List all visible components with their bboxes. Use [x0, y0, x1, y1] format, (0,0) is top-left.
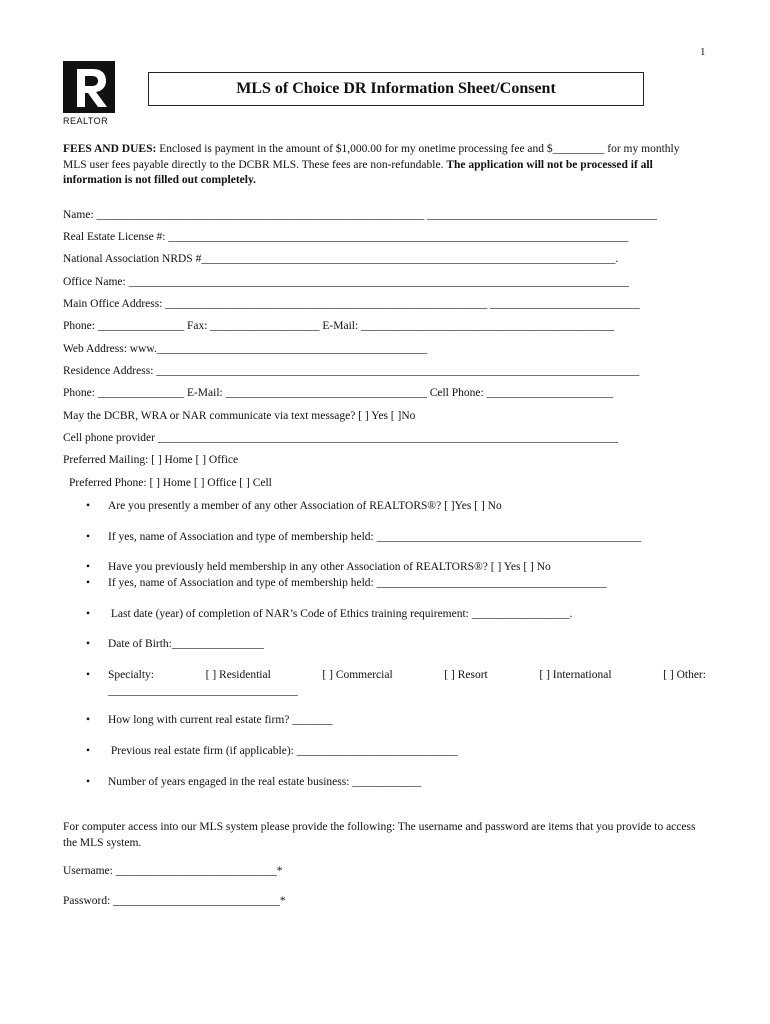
bullet-icon: • — [86, 608, 91, 620]
bullet-current-firm-duration[interactable]: • How long with current real estate firm? _______ — [86, 714, 333, 726]
bullet-ethics-training[interactable]: • Last date (year) of completion of NAR’s Code of Ethics training requirement: _________________. — [86, 608, 573, 620]
bullet-icon: • — [86, 561, 91, 573]
specialty-residential-checkbox[interactable]: [ ] Residential — [205, 669, 271, 681]
bullet-icon: • — [86, 776, 91, 788]
bullet-current-member[interactable]: • Are you presently a member of any other Association of REALTORS®? [ ]Yes [ ] No — [86, 500, 502, 512]
residence-field[interactable]: Residence Address: ____________________________________________________________________________________ — [63, 365, 640, 377]
bullet-specialty-marker — [86, 669, 108, 681]
text-consent-field[interactable]: May the DCBR, WRA or NAR communicate via text message? [ ] Yes [ ]No — [63, 410, 416, 422]
password-field[interactable]: Password: _____________________________* — [63, 895, 286, 907]
username-field[interactable]: Username: ____________________________* — [63, 865, 283, 877]
preferred-mailing-field[interactable]: Preferred Mailing: [ ] Home [ ] Office — [63, 454, 239, 466]
web-address-field[interactable]: Web Address: www._______________________________________________ — [63, 343, 428, 355]
license-field[interactable]: Real Estate License #: ________________________________________________________________________________ — [63, 231, 629, 243]
specialty-other-checkbox[interactable]: [ ] Other: — [663, 669, 706, 681]
preferred-phone-field[interactable]: Preferred Phone: [ ] Home [ ] Office [ ] Cell — [69, 477, 272, 489]
specialty-other-field[interactable]: _________________________________ — [108, 685, 298, 697]
computer-access-paragraph: For computer access into our MLS system please provide the following: The username and password are items that you provide to access the MLS system. — [63, 821, 696, 849]
bullet-icon: • — [86, 500, 91, 512]
bullet-association-name[interactable]: • If yes, name of Association and type of membership held: ______________________________________________ — [86, 531, 642, 543]
phone-email-cell-field[interactable]: Phone: _______________ E-Mail: ___________________________________ Cell Phone: ______________________ — [63, 387, 614, 399]
page-number: 1 — [700, 46, 706, 58]
bullet-years-in-business[interactable]: • Number of years engaged in the real estate business: ____________ — [86, 776, 422, 788]
main-office-field[interactable]: Main Office Address: ________________________________________________________ __________________________ — [63, 298, 640, 310]
fees-text: Enclosed is payment in the amount of $1,000.00 for my onetime processing fee and $_________ for my monthly MLS user fees payable directly to the DCBR MLS. These fees are non-refundable. — [63, 143, 680, 171]
specialty-international-checkbox[interactable]: [ ] International — [539, 669, 612, 681]
bullet-icon: • — [86, 638, 91, 650]
bullet-date-of-birth[interactable]: • Date of Birth:________________ — [86, 638, 264, 650]
realtor-r-logo-icon — [63, 61, 115, 113]
specialty-resort-checkbox[interactable]: [ ] Resort — [444, 669, 488, 681]
nrds-field[interactable]: National Association NRDS #________________________________________________________________________. — [63, 253, 619, 265]
cell-provider-field[interactable]: Cell phone provider ________________________________________________________________________________ — [63, 432, 618, 444]
bullet-icon: • — [86, 577, 91, 589]
office-name-field[interactable]: Office Name: _______________________________________________________________________________________ — [63, 276, 629, 288]
bullet-previous-member[interactable]: • Have you previously held membership in any other Association of REALTORS®? [ ] Yes [ ] No — [86, 561, 551, 573]
logo-text: REALTOR — [63, 116, 109, 126]
phone-fax-email-field[interactable]: Phone: _______________ Fax: ___________________ E-Mail: ____________________________________________ — [63, 320, 615, 332]
fees-paragraph — [63, 142, 703, 189]
specialty-label: Specialty: — [108, 669, 154, 681]
name-field[interactable]: Name: _________________________________________________________ ________________________________________ — [63, 209, 658, 221]
fees-lead: FEES AND DUES: — [63, 143, 157, 155]
bullet-icon: • — [86, 714, 91, 726]
bullet-previous-firm[interactable]: • Previous real estate firm (if applicable): ____________________________ — [86, 745, 458, 757]
realtor-logo — [63, 61, 115, 126]
fees-warning: The application will not be processed if all information is not filled out completely. — [63, 158, 653, 186]
specialty-options[interactable] — [108, 669, 706, 681]
page-title: MLS of Choice DR Information Sheet/Consent — [148, 72, 644, 106]
bullet-icon: • — [86, 669, 91, 681]
bullet-icon: • — [86, 745, 91, 757]
bullet-icon: • — [86, 531, 91, 543]
bullet-previous-association[interactable]: • If yes, name of Association and type of membership held: ________________________________________ — [86, 577, 607, 589]
specialty-commercial-checkbox[interactable]: [ ] Commercial — [322, 669, 393, 681]
